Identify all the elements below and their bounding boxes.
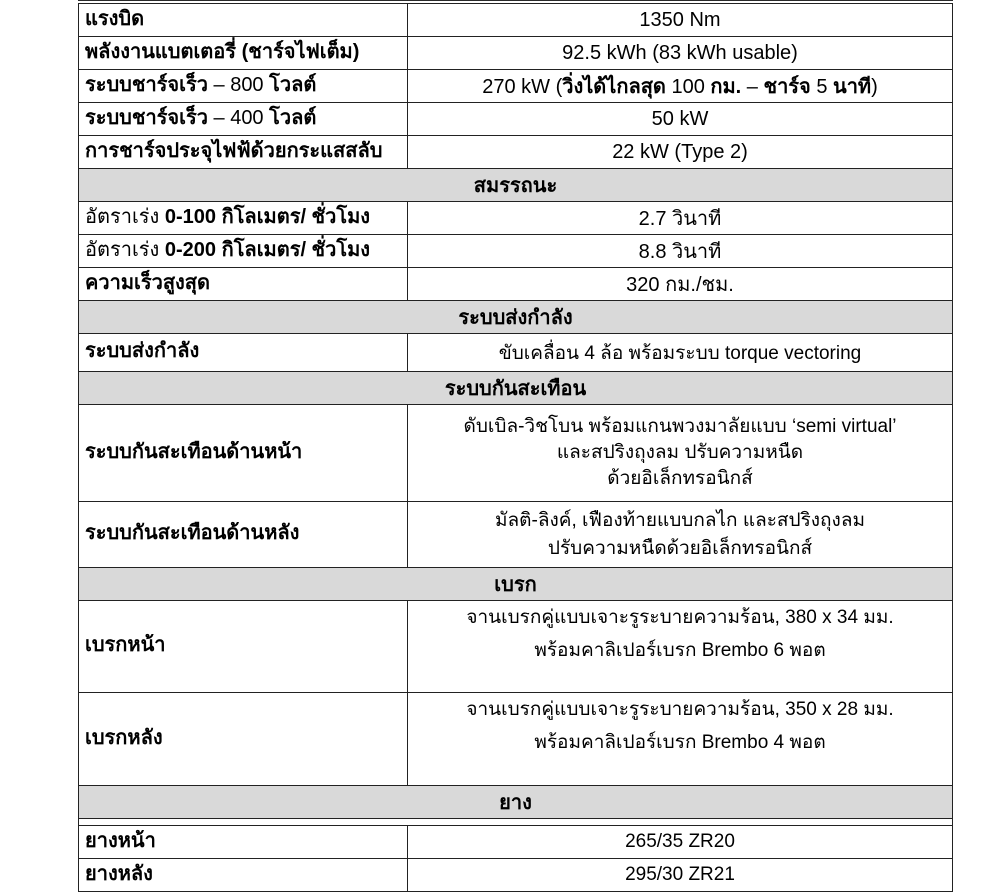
text-segment: และสปริงถุงลม ปรับความหนืด (556, 442, 804, 463)
spec-label (79, 4, 408, 37)
value-line (408, 634, 952, 667)
text-segment: แรงบิด (85, 7, 145, 30)
page-top-rule (78, 0, 953, 1)
spec-row (79, 70, 953, 103)
spec-row (79, 693, 953, 786)
text-segment: ระบบกันสะเทือนด้านหน้า (85, 440, 303, 463)
spec-label (79, 502, 408, 568)
text-segment: การชาร์จประจุไฟฟ้ด้วยกระแสสลับ (85, 139, 383, 162)
spec-label (79, 826, 408, 859)
value-line (408, 9, 952, 32)
text-segment: ระบบชาร์จเร็ว (85, 106, 208, 129)
section-header: ระบบส่งกำลัง (79, 301, 953, 334)
spacer-row (79, 819, 953, 826)
spec-row (79, 103, 953, 136)
spec-value (408, 202, 953, 235)
text-segment: มัลติ-ลิงค์, เฟืองท้ายแบบกลไก และสปริงถุงลม (494, 509, 866, 531)
text-segment: 92.5 kWh (83 kWh usable) (562, 41, 798, 64)
spec-value (408, 70, 953, 103)
text-segment: วิ่งได้ไกลสุด (562, 76, 666, 98)
text-segment: ระบบกันสะเทือนด้านหลัง (85, 522, 300, 544)
text-segment: กม. (710, 76, 742, 98)
value-line (408, 42, 952, 65)
spec-row (79, 136, 953, 169)
text-segment: 270 kW ( (482, 76, 563, 98)
spec-value (408, 37, 953, 70)
spacer-cell (79, 819, 953, 826)
value-line (408, 235, 952, 267)
text-segment: – (741, 76, 764, 98)
value-line (408, 466, 952, 492)
spec-label (79, 693, 408, 786)
spec-row (79, 37, 953, 70)
text-segment: 8.8 วินาที (638, 241, 722, 263)
value-line (408, 202, 952, 234)
section-header-row (79, 786, 953, 819)
value-line (408, 108, 952, 131)
section-header-row (79, 372, 953, 405)
value-line (408, 507, 952, 535)
section-header: สมรรถนะ (79, 169, 953, 202)
spec-label (79, 405, 408, 502)
text-segment: โวลต์ (269, 106, 317, 129)
value-line (408, 338, 952, 368)
value-line (408, 414, 952, 440)
section-header: ระบบกันสะเทือน (79, 372, 953, 405)
spec-value (408, 405, 953, 502)
spec-label (79, 202, 408, 235)
text-segment: 0-200 กิโลเมตร/ ชั่วโมง (164, 238, 371, 261)
text-segment: ยางหน้า (85, 829, 156, 852)
spec-label (79, 859, 408, 892)
text-segment: เบรกหน้า (85, 634, 166, 656)
value-line (408, 601, 952, 634)
spec-label (79, 268, 408, 301)
spec-label (79, 334, 408, 372)
text-segment: จานเบรกคู่แบบเจาะรูระบายความร้อน, 350 x 28 มม. (466, 699, 894, 720)
text-segment: 2.7 วินาที (638, 208, 722, 230)
spec-table-wrap (78, 3, 953, 892)
spec-row (79, 859, 953, 892)
value-line (408, 440, 952, 466)
value-line (408, 70, 952, 102)
text-segment: ปรับความหนืดด้วยอิเล็กทรอนิกส์ (547, 537, 813, 559)
section-header: ยาง (79, 786, 953, 819)
value-line (408, 831, 952, 853)
spec-row (79, 601, 953, 693)
spec-table-body (79, 4, 953, 892)
text-segment: 1350 Nm (639, 8, 721, 31)
spec-value (408, 4, 953, 37)
text-segment: ระบบชาร์จเร็ว (85, 73, 208, 96)
text-segment: – 800 (207, 73, 270, 96)
spec-label (79, 70, 408, 103)
text-segment: โวลต์ (269, 73, 317, 96)
spec-value (408, 235, 953, 268)
spec-row (79, 235, 953, 268)
text-segment: เบรกหลัง (85, 726, 163, 749)
spec-row (79, 826, 953, 859)
spec-row (79, 4, 953, 37)
spec-value (408, 334, 953, 372)
spec-row (79, 405, 953, 502)
value-line (408, 726, 952, 759)
text-segment: 50 kW (651, 107, 709, 130)
spec-label (79, 103, 408, 136)
spec-label (79, 136, 408, 169)
text-segment: ความเร็วสูงสุด (85, 271, 210, 294)
spec-value (408, 136, 953, 169)
section-header-row (79, 169, 953, 202)
text-segment: จานเบรกคู่แบบเจาะรูระบายความร้อน, 380 x 34 มม. (466, 607, 894, 628)
spec-label (79, 37, 408, 70)
text-segment: 22 kW (Type 2) (612, 140, 748, 163)
text-segment: 100 (665, 76, 711, 98)
text-segment: 0-100 กิโลเมตร/ ชั่วโมง (164, 205, 371, 228)
spec-table (78, 3, 953, 892)
text-segment: 265/35 ZR20 (625, 831, 735, 852)
text-segment: 5 (810, 76, 834, 98)
spec-label (79, 235, 408, 268)
spec-value (408, 826, 953, 859)
spec-value (408, 601, 953, 693)
section-header-row (79, 568, 953, 601)
text-segment: ) (871, 76, 878, 98)
text-segment: 320 กม./ชม. (626, 274, 734, 296)
text-segment: ชาร์จ (763, 76, 811, 98)
spec-row (79, 502, 953, 568)
value-line (408, 864, 952, 886)
text-segment: อัตราเร่ง (85, 205, 165, 228)
value-line (408, 268, 952, 300)
value-line (408, 535, 952, 563)
text-segment: ด้วยอิเล็กทรอนิกส์ (607, 468, 753, 489)
value-line (408, 693, 952, 726)
spec-value (408, 103, 953, 136)
spec-value (408, 502, 953, 568)
text-segment: พลังงานแบตเตอรี่ (ชาร์จไฟเต็ม) (85, 40, 360, 63)
spec-row (79, 268, 953, 301)
text-segment: อัตราเร่ง (85, 238, 165, 261)
spec-value (408, 693, 953, 786)
section-header-row (79, 301, 953, 334)
text-segment: พร้อมคาลิเปอร์เบรก Brembo 6 พอต (534, 640, 826, 661)
spec-row (79, 202, 953, 235)
section-header: เบรก (79, 568, 953, 601)
text-segment: – 400 (207, 106, 270, 129)
text-segment: ดับเบิล-วิชโบน พร้อมแกนพวงมาลัยแบบ ‘semi virtual’ (463, 416, 897, 437)
text-segment: 295/30 ZR21 (625, 864, 735, 885)
spec-value (408, 268, 953, 301)
value-line (408, 141, 952, 164)
text-segment: ขับเคลื่อน 4 ล้อ พร้อมระบบ torque vectoring (498, 342, 862, 364)
spec-label (79, 601, 408, 693)
text-segment: พร้อมคาลิเปอร์เบรก Brembo 4 พอต (534, 732, 826, 753)
text-segment: ยางหลัง (85, 862, 153, 885)
text-segment: ระบบส่งกำลัง (85, 340, 200, 362)
spec-row (79, 334, 953, 372)
spec-value (408, 859, 953, 892)
text-segment: นาที (833, 76, 872, 98)
